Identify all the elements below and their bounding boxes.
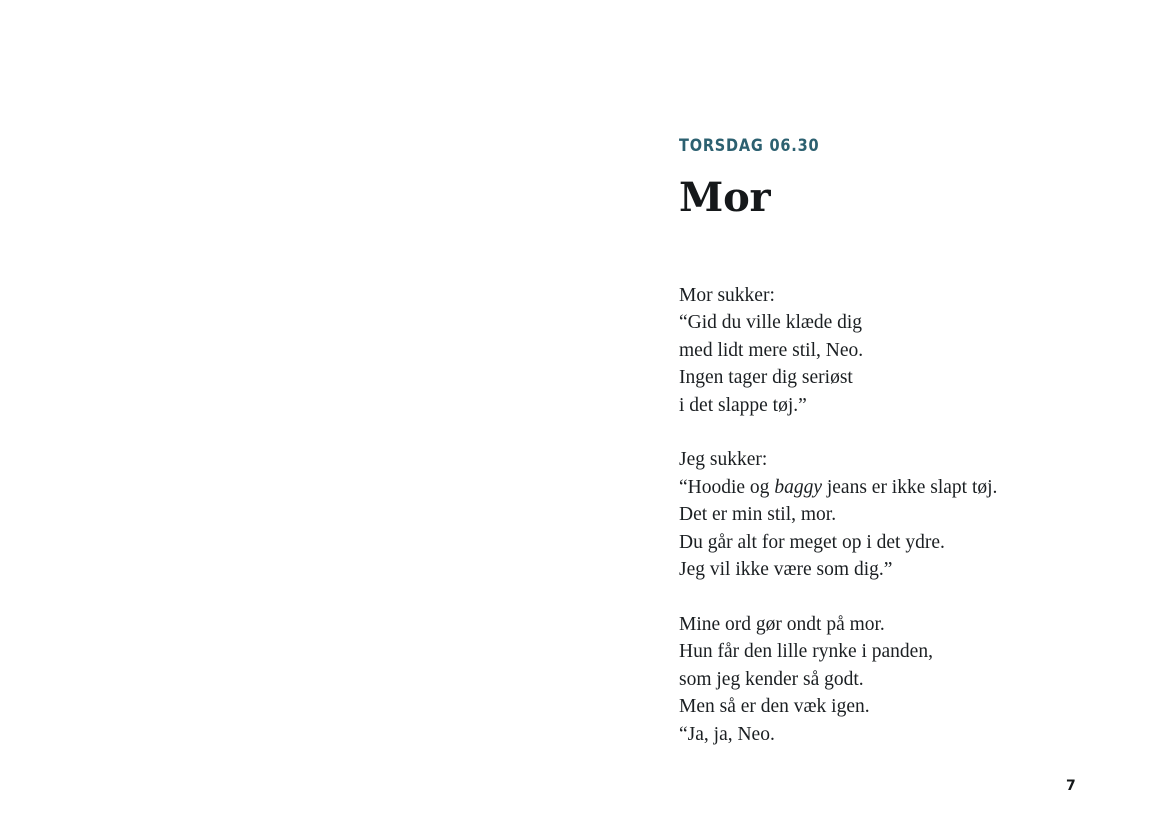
chapter-eyebrow: TORSDAG 06.30	[679, 136, 820, 155]
poem-body	[679, 282, 1099, 749]
poem-line: Mor sukker:	[679, 284, 775, 306]
poem-line: Mine ord gør ondt på mor.	[679, 613, 885, 635]
page-content	[679, 136, 1099, 748]
poem-stanza	[679, 611, 1099, 749]
poem-line: Ingen tager dig seriøst	[679, 367, 853, 389]
poem-stanza	[679, 446, 1099, 584]
poem-line: Men så er den væk igen.	[679, 696, 870, 718]
poem-line: i det slappe tøj.”	[679, 394, 807, 416]
emphasis: baggy	[774, 476, 822, 498]
poem-line-part: “Hoodie og baggy jeans er ikke slapt tøj.	[679, 476, 998, 498]
poem-line: Hun får den lille rynke i panden,	[679, 641, 933, 663]
poem-stanza	[679, 282, 1099, 420]
poem-line: Jeg sukker:	[679, 449, 768, 471]
page-number: 7	[1066, 778, 1076, 794]
poem-line: Jeg vil ikke være som dig.”	[679, 559, 893, 581]
poem-line: “Ja, ja, Neo.	[679, 723, 775, 745]
poem-line: som jeg kender så godt.	[679, 668, 864, 690]
poem-line: Du går alt for meget op i det ydre.	[679, 531, 945, 553]
poem-line-italic-host	[679, 477, 997, 498]
poem-line: med lidt mere stil, Neo.	[679, 339, 864, 361]
page-title: Mor	[679, 173, 771, 221]
poem-line: “Gid du ville klæde dig	[679, 312, 863, 334]
poem-line: Det er min stil, mor.	[679, 504, 837, 526]
